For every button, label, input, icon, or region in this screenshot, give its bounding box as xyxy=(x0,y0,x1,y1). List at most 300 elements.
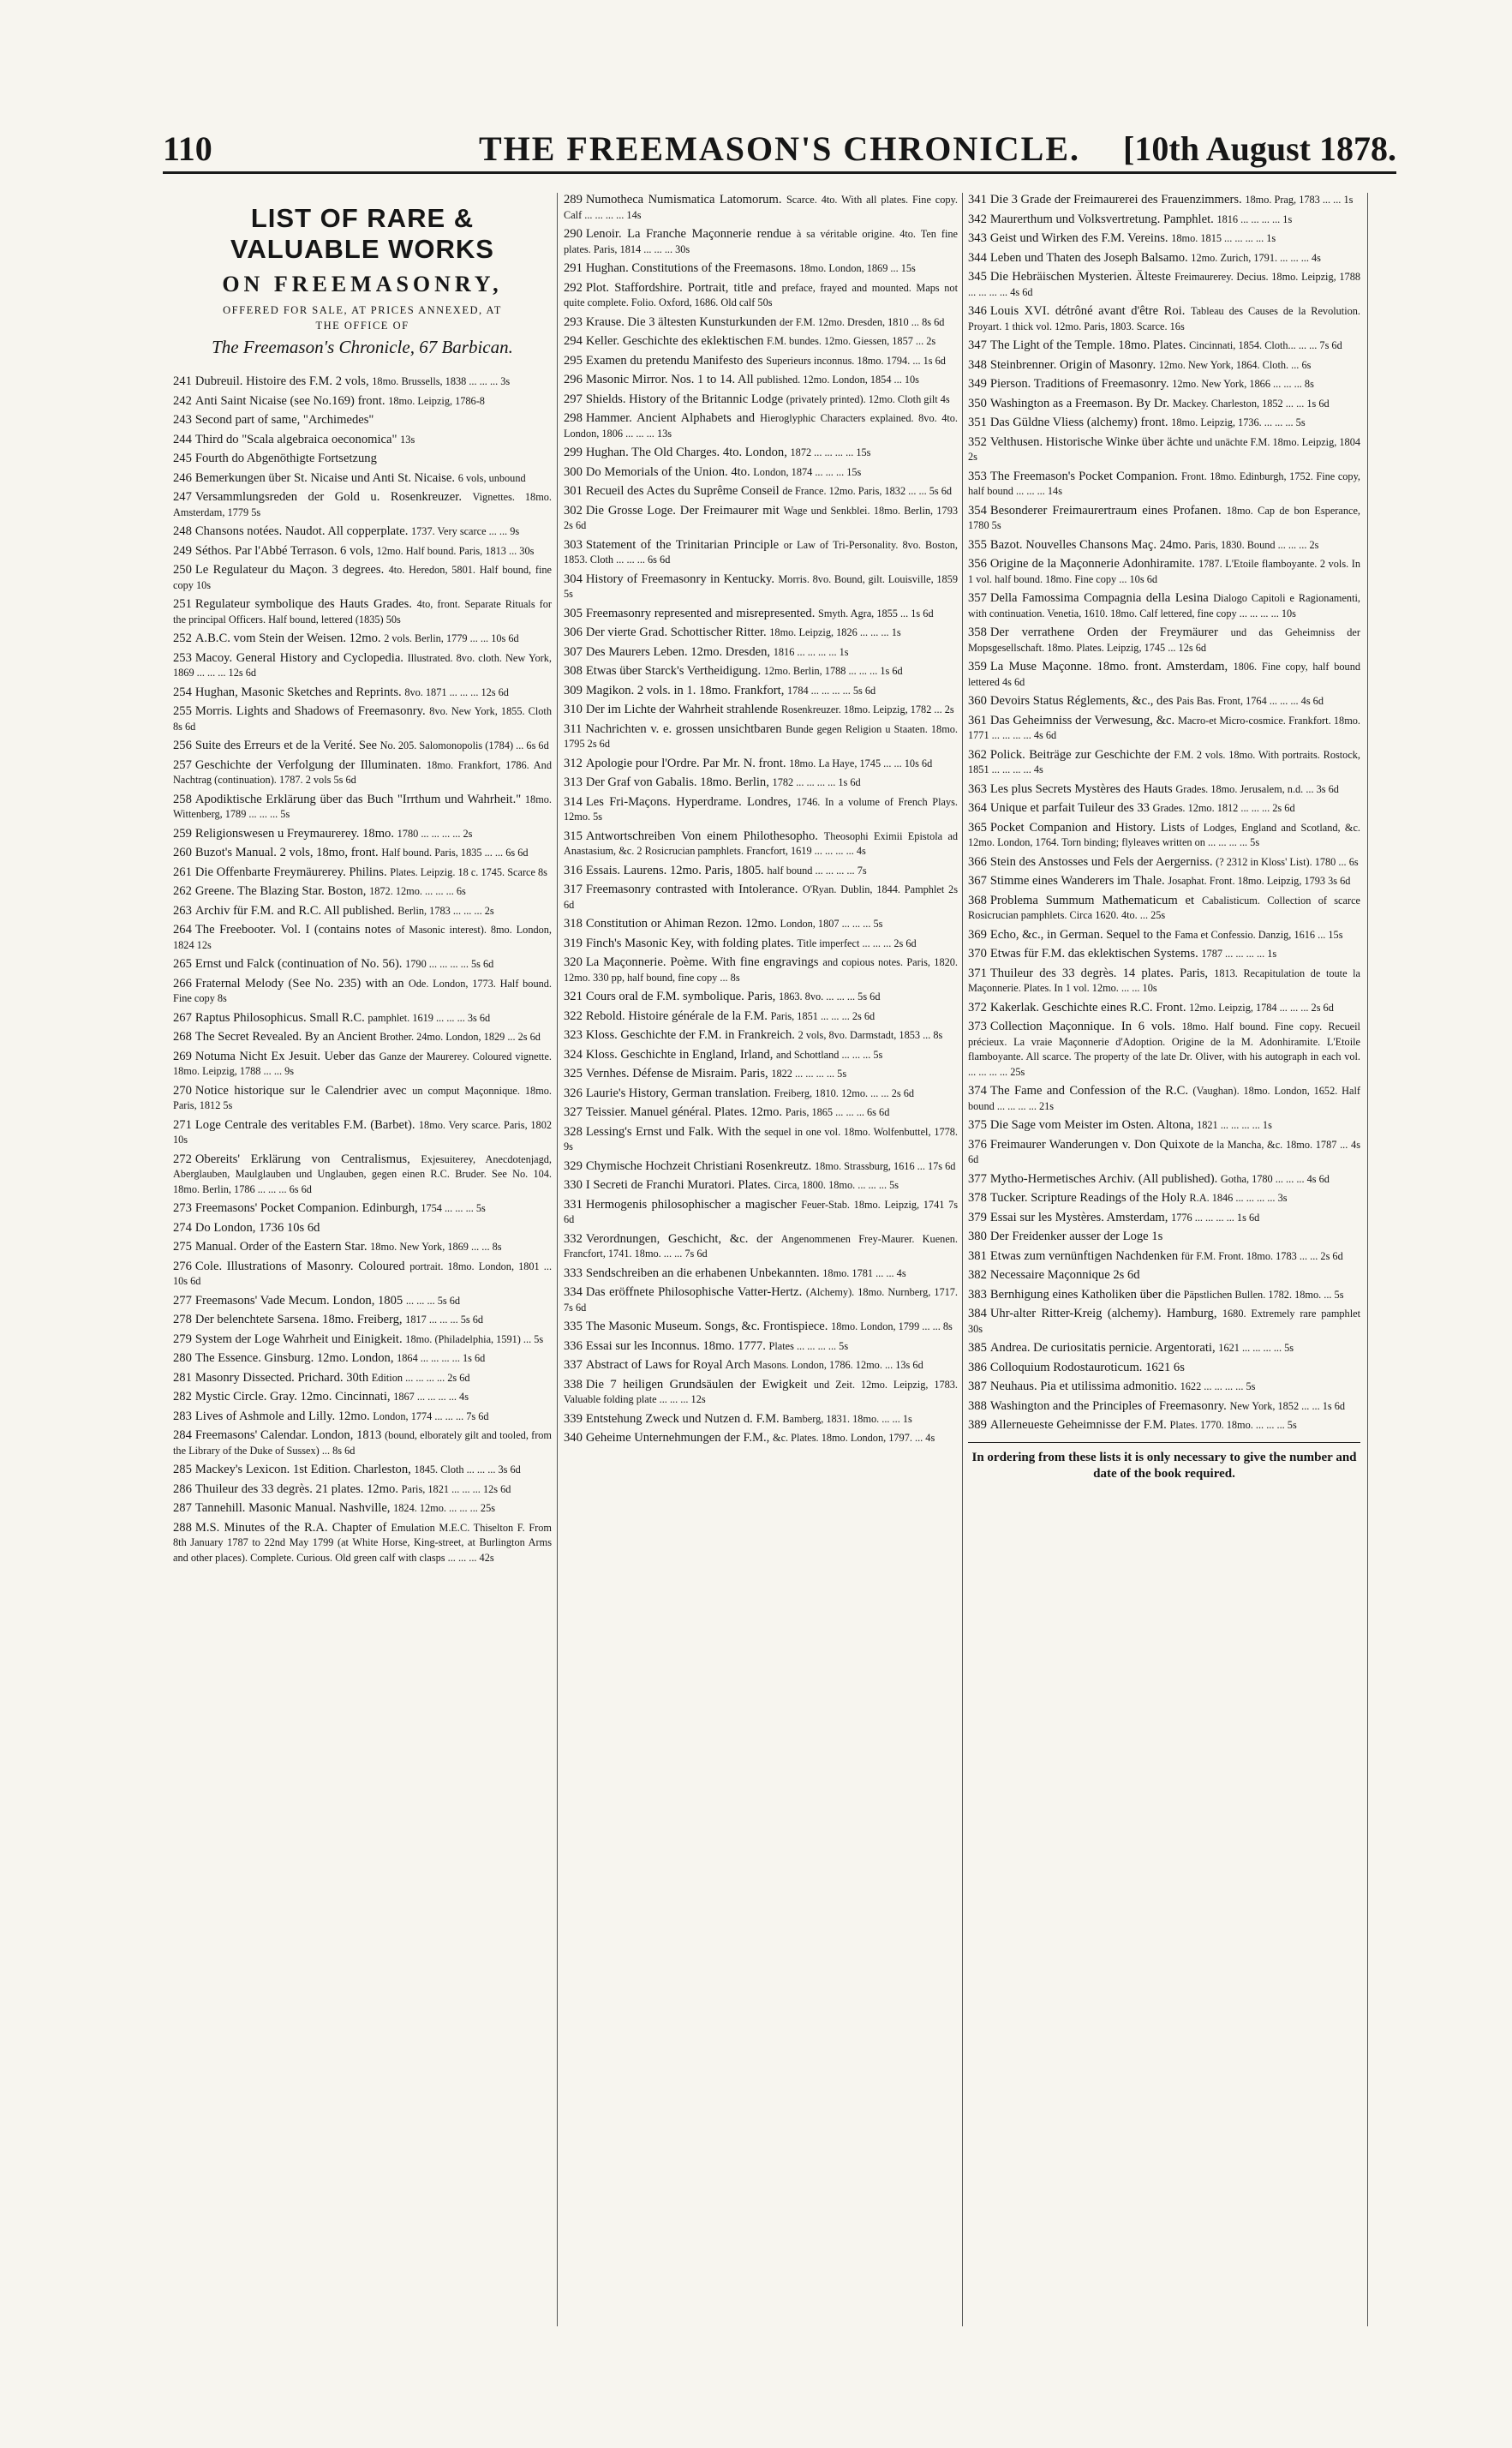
item-number: 364 xyxy=(968,801,987,815)
list-item xyxy=(968,714,1360,744)
item-title: Chansons notées. Naudot. All copperplate. xyxy=(194,524,409,538)
list-item xyxy=(564,684,958,699)
item-description: Feuer-Stab. 18mo. Leipzig, 1741 7s 6d xyxy=(564,1198,958,1225)
list-item xyxy=(968,1118,1360,1134)
item-number: 370 xyxy=(968,947,987,961)
item-number: 352 xyxy=(968,434,987,449)
item-number: 372 xyxy=(968,1000,987,1015)
item-description: Wage und Senkblei. 18mo. Berlin, 1793 2s 6d xyxy=(564,504,958,531)
item-number: 261 xyxy=(173,865,192,879)
list-item xyxy=(968,894,1360,924)
item-number: 325 xyxy=(564,1067,583,1080)
list-item xyxy=(968,801,1360,817)
list-item xyxy=(564,1125,958,1155)
list-item xyxy=(968,782,1360,798)
item-number: 287 xyxy=(173,1501,192,1515)
item-description: Edition ... ... ... ... 2s 6d xyxy=(371,1371,470,1384)
list-item xyxy=(564,757,958,772)
list-item xyxy=(173,1332,552,1348)
item-title: Examen du pretendu Manifesto des xyxy=(585,353,763,368)
item-number: 289 xyxy=(564,193,583,206)
item-number: 343 xyxy=(968,231,987,245)
item-title: Kloss. Geschichte der F.M. in Frankreich. xyxy=(585,1028,795,1042)
item-title: Etwas zum vernünftigen Nachdenken xyxy=(989,1248,1179,1263)
item-title: Die Grosse Loge. Der Freimaurer mit xyxy=(585,503,780,518)
item-title: Les Fri-Maçons. Hyperdrame. Londres, xyxy=(585,794,792,809)
item-description: (bound, elborately gilt and tooled, from the Library of the Duke of Sussex) ... 8s 6d xyxy=(173,1429,552,1457)
item-number: 291 xyxy=(564,261,583,275)
item-number: 366 xyxy=(968,854,987,869)
list-item xyxy=(968,358,1360,374)
item-title: History of Freemasonry in Kentucky. xyxy=(585,572,775,586)
item-title: Constitution or Ahiman Rezon. 12mo. xyxy=(585,917,777,931)
item-title: Freemasons' Pocket Companion. Edinburgh, xyxy=(194,1201,418,1215)
list-item xyxy=(968,1020,1360,1080)
item-title: Notice historique sur le Calendrier avec xyxy=(194,1083,407,1098)
item-number: 313 xyxy=(564,775,583,789)
item-title: Freemasons' Vade Mecum. London, 1805 xyxy=(194,1293,403,1308)
item-number: 356 xyxy=(968,557,987,571)
item-title: Der vierte Grad. Schottischer Ritter. xyxy=(585,625,767,639)
list-item xyxy=(564,227,958,257)
item-title: Apologie pour l'Ordre. Par Mr. N. front. xyxy=(585,756,786,770)
list-item xyxy=(968,625,1360,655)
item-title: The Secret Revealed. By an Ancient xyxy=(194,1030,377,1044)
item-number: 375 xyxy=(968,1118,987,1132)
item-title: Essais. Laurens. 12mo. Paris, 1805. xyxy=(585,863,764,877)
list-item xyxy=(564,990,958,1005)
list-item xyxy=(173,827,552,842)
item-description: 1784 ... ... ... ... 5s 6d xyxy=(787,684,876,697)
item-title: Freemasons' Calendar. London, 1813 xyxy=(194,1428,382,1442)
list-item xyxy=(564,625,958,641)
list-item xyxy=(173,977,552,1007)
list-item xyxy=(173,394,552,410)
item-title: Della Famossima Compagnia della Lesina xyxy=(989,591,1209,605)
item-number: 341 xyxy=(968,193,987,206)
item-number: 265 xyxy=(173,957,192,971)
item-description: 1864 ... ... ... ... 1s 6d xyxy=(397,1352,486,1364)
item-number: 255 xyxy=(173,704,192,718)
item-title: Etwas für F.M. das eklektischen Systems. xyxy=(989,947,1198,961)
item-title: Unique et parfait Tuileur des 33 xyxy=(989,801,1150,815)
item-description: 2 vols, 8vo. Darmstadt, 1853 ... 8s xyxy=(798,1029,943,1041)
list-item xyxy=(173,1011,552,1026)
list-item xyxy=(173,1201,552,1217)
item-description: für F.M. Front. 18mo. 1783 ... ... 2s 6d xyxy=(1180,1249,1343,1262)
item-description: and copious notes. Paris, 1820. 12mo. 330 pp, half bound, fine copy ... 8s xyxy=(564,956,958,984)
item-description: 18mo. London, 1869 ... 15s xyxy=(799,262,916,274)
item-title: Recueil des Actes du Suprême Conseil xyxy=(585,484,780,498)
item-description: F.M. 2 vols. 18mo. With portraits. Rostock, 1851 ... ... ... ... 4s xyxy=(968,748,1360,775)
item-description: New York, 1852 ... ... 1s 6d xyxy=(1229,1399,1346,1412)
item-number: 333 xyxy=(564,1266,583,1280)
item-title: Shields. History of the Britannic Lodge xyxy=(585,392,784,406)
item-number: 280 xyxy=(173,1351,192,1365)
list-item xyxy=(564,1232,958,1262)
list-item xyxy=(968,435,1360,465)
list-item xyxy=(968,874,1360,889)
list-item xyxy=(173,1050,552,1080)
item-description: Rosenkreuzer. 18mo. Leipzig, 1782 ... 2s xyxy=(780,703,954,715)
item-description: 18mo. Wittenberg, 1789 ... ... ... 5s xyxy=(173,793,552,820)
item-description: 1782 ... ... ... ... 1s 6d xyxy=(772,776,861,788)
item-title: Versammlungsreden der Gold u. Rosenkreuzer. xyxy=(194,490,462,504)
item-title: Do London, 1736 10s 6d xyxy=(194,1220,320,1235)
item-number: 360 xyxy=(968,694,987,708)
list-item xyxy=(968,338,1360,354)
item-number: 378 xyxy=(968,1191,987,1205)
list-item xyxy=(173,563,552,593)
item-number: 384 xyxy=(968,1307,987,1320)
item-description: 12mo. Half bound. Paris, 1813 ... 30s xyxy=(376,544,535,557)
item-description: 1867 ... ... ... ... 4s xyxy=(393,1391,469,1403)
list-item xyxy=(173,413,552,428)
item-title: Magikon. 2 vols. in 1. 18mo. Frankfort, xyxy=(585,683,785,697)
item-number: 346 xyxy=(968,304,987,318)
list-item xyxy=(968,947,1360,962)
list-item xyxy=(968,821,1360,851)
item-number: 249 xyxy=(173,543,192,558)
item-description: 13s xyxy=(400,433,415,446)
item-title: La Muse Maçonne. 18mo. front. Amsterdam, xyxy=(989,660,1228,673)
list-item xyxy=(173,1084,552,1114)
item-number: 314 xyxy=(564,794,583,809)
header-rule xyxy=(163,171,1396,174)
list-item xyxy=(173,1428,552,1458)
item-description: Gotha, 1780 ... ... ... 4s 6d xyxy=(1220,1172,1330,1185)
item-number: 348 xyxy=(968,357,987,372)
item-number: 385 xyxy=(968,1341,987,1355)
list-item xyxy=(564,572,958,602)
list-item xyxy=(968,591,1360,621)
item-title: Numotheca Numismatica Latomorum. xyxy=(585,193,782,206)
list-item xyxy=(173,1351,552,1367)
item-description: and Schottland ... ... ... 5s xyxy=(776,1048,883,1061)
list-item xyxy=(173,923,552,953)
item-title: Die Offenbarte Freymäurerey. Philins. xyxy=(194,865,387,879)
item-title: Washington and the Principles of Freemasonry. xyxy=(989,1398,1227,1413)
item-number: 278 xyxy=(173,1313,192,1326)
entry-list xyxy=(968,193,1360,1433)
list-item xyxy=(564,1412,958,1428)
list-item xyxy=(173,374,552,390)
item-number: 357 xyxy=(968,591,987,605)
item-title: Apodiktische Erklärung über das Buch "Irrthum und Wahrheit." xyxy=(194,792,522,806)
item-number: 296 xyxy=(564,373,583,386)
item-title: Origine de la Maçonnerie Adonhiramite. xyxy=(989,557,1195,571)
item-description: un comput Maçonnique. 18mo. Paris, 1812 5s xyxy=(173,1084,552,1111)
item-title: Necessaire Maçonnique 2s 6d xyxy=(989,1268,1140,1282)
item-number: 294 xyxy=(564,334,583,348)
item-description: sequel in one vol. 18mo. Wolfenbuttel, 1778. 9s xyxy=(564,1125,958,1152)
item-title: Laurie's History, German translation. xyxy=(585,1086,771,1100)
item-title: Le Regulateur du Maçon. 3 degrees. xyxy=(194,563,385,577)
item-number: 264 xyxy=(173,923,192,937)
list-item xyxy=(564,392,958,408)
item-description: Grades. 18mo. Jerusalem, n.d. ... 3s 6d xyxy=(1175,782,1339,795)
item-number: 250 xyxy=(173,563,192,577)
item-number: 275 xyxy=(173,1240,192,1254)
item-number: 276 xyxy=(173,1259,192,1273)
item-title: The Fame and Confession of the R.C. xyxy=(989,1084,1188,1098)
item-description: Bamberg, 1831. 18mo. ... ... 1s xyxy=(782,1412,912,1425)
office-address: The Freemason's Chronicle, 67 Barbican. xyxy=(212,337,513,357)
item-title: Echo, &c., in German. Sequel to the xyxy=(989,927,1172,942)
list-item xyxy=(564,775,958,791)
item-number: 308 xyxy=(564,664,583,678)
list-item xyxy=(564,1028,958,1044)
item-number: 335 xyxy=(564,1320,583,1333)
list-item xyxy=(173,793,552,823)
item-description: 1872 ... ... ... ... 15s xyxy=(790,446,871,458)
item-title: Colloquium Rodostauroticum. 1621 6s xyxy=(989,1360,1185,1374)
item-description: 1816 ... ... ... ... 1s xyxy=(773,645,849,658)
list-item xyxy=(173,865,552,881)
item-number: 300 xyxy=(564,464,583,479)
item-description: (? 2312 in Kloss' List). 1780 ... 6s xyxy=(1216,855,1359,868)
item-title: Rebold. Histoire générale de la F.M. xyxy=(585,1009,768,1023)
item-title: Mystic Circle. Gray. 12mo. Cincinnati, xyxy=(194,1390,391,1404)
item-number: 318 xyxy=(564,917,583,931)
item-number: 299 xyxy=(564,446,583,459)
item-number: 323 xyxy=(564,1028,583,1042)
item-description: half bound ... ... ... ... 7s xyxy=(767,864,867,877)
item-description: und das Geheimniss der Mopsgesellschaft. 18mo. Plates. Leipzig, 1745 ... 12s 6d xyxy=(968,626,1360,654)
item-description: of Lodges, England and Scotland, &c. 12mo. London, 1764. Torn binding; flyleaves written on ... ... ... ... 5s xyxy=(968,821,1360,848)
item-number: 293 xyxy=(564,314,583,329)
list-item xyxy=(968,1288,1360,1303)
item-description: preface, frayed and mounted. Maps not quite complete. Folio. Oxford, 1686. Old calf 50s xyxy=(564,281,958,308)
list-item xyxy=(564,937,958,952)
list-item xyxy=(564,1009,958,1025)
item-title: I Secreti de Franchi Muratori. Plates. xyxy=(585,1178,771,1192)
list-item xyxy=(173,704,552,734)
item-title: Neuhaus. Pia et utilissima admonitio. xyxy=(989,1380,1177,1393)
item-description: 18mo. Leipzig, 1826 ... ... ... 1s xyxy=(769,626,901,638)
item-number: 332 xyxy=(564,1231,583,1246)
item-description: 1622 ... ... ... ... 5s xyxy=(1180,1380,1256,1392)
list-item xyxy=(564,1358,958,1374)
item-title: A.B.C. vom Stein der Weisen. 12mo. xyxy=(194,631,381,645)
item-number: 386 xyxy=(968,1360,987,1374)
item-title: Die 7 heiligen Grundsäulen der Ewigkeit xyxy=(585,1377,808,1392)
list-item xyxy=(173,471,552,487)
item-description: Morris. 8vo. Bound, gilt. Louisville, 1859 5s xyxy=(564,572,958,600)
list-item xyxy=(564,334,958,350)
item-description: 18mo. (Philadelphia, 1591) ... 5s xyxy=(405,1332,544,1345)
list-item xyxy=(968,231,1360,247)
list-item xyxy=(173,1260,552,1290)
column-3 xyxy=(968,193,1360,2326)
item-title: Abstract of Laws for Royal Arch xyxy=(585,1358,750,1372)
item-description: Mackey. Charleston, 1852 ... ... 1s 6d xyxy=(1172,397,1330,410)
item-description: und Zeit. 12mo. Leipzig, 1783. Valuable folding plate ... ... ... 12s xyxy=(564,1378,958,1405)
item-title: Nachrichten v. e. grossen unsichtbaren xyxy=(585,721,782,736)
item-title: Cole. Illustrations of Masonry. Coloured xyxy=(194,1259,405,1273)
item-number: 345 xyxy=(968,270,987,284)
item-description: 1845. Cloth ... ... ... 3s 6d xyxy=(414,1463,521,1475)
office-line: THE OFFICE OF xyxy=(315,320,409,332)
list-item xyxy=(968,1191,1360,1206)
item-title: Freimaurer Wanderungen v. Don Quixote xyxy=(989,1137,1200,1152)
item-title: Allerneueste Geheimnisse der F.M. xyxy=(989,1418,1167,1432)
item-number: 326 xyxy=(564,1086,583,1100)
item-description: Josaphat. Front. 18mo. Leipzig, 1793 3s 6d xyxy=(1168,875,1351,887)
item-title: Fraternal Melody (See No. 235) with an xyxy=(194,976,404,991)
item-number: 334 xyxy=(564,1285,583,1299)
item-description: 2 vols. Berlin, 1779 ... ... 10s 6d xyxy=(384,632,519,644)
item-title: Masonic Mirror. Nos. 1 to 14. All xyxy=(585,373,754,386)
item-number: 339 xyxy=(564,1411,583,1426)
item-title: Archiv für F.M. and R.C. All published. xyxy=(194,903,395,918)
list-heading xyxy=(173,203,552,359)
list-item xyxy=(968,1380,1360,1395)
ordering-note: In ordering from these lists it is only necessary to give the number and date of the book required. xyxy=(968,1442,1360,1482)
list-item xyxy=(173,524,552,540)
column-divider xyxy=(1367,193,1368,2326)
item-number: 277 xyxy=(173,1293,192,1308)
item-description: London, 1774 ... ... ... 7s 6d xyxy=(373,1410,489,1422)
item-number: 285 xyxy=(173,1463,192,1476)
item-number: 383 xyxy=(968,1287,987,1302)
item-number: 354 xyxy=(968,503,987,518)
item-title: Collection Maçonnique. In 6 vols. xyxy=(989,1020,1175,1033)
item-number: 371 xyxy=(968,966,987,980)
item-title: Plot. Staffordshire. Portrait, title and xyxy=(585,280,777,295)
item-description: 18mo. Very scarce. Paris, 1802 10s xyxy=(173,1118,552,1146)
list-item xyxy=(564,1067,958,1082)
item-description: 1816 ... ... ... ... 1s xyxy=(1216,212,1293,225)
item-title: Dubreuil. Histoire des F.M. 2 vols, xyxy=(194,374,369,388)
item-title: Notuma Nicht Ex Jesuit. Ueber das xyxy=(194,1049,376,1063)
item-description: Smyth. Agra, 1855 ... 1s 6d xyxy=(818,607,934,619)
list-item xyxy=(564,411,958,441)
entry-list xyxy=(564,193,958,1446)
item-title: Kakerlak. Geschichte eines R.C. Front. xyxy=(989,1000,1186,1015)
item-description: (Alchemy). 18mo. Nurnberg, 1717. 7s 6d xyxy=(564,1286,958,1314)
item-title: Der Freidenker ausser der Loge 1s xyxy=(989,1230,1163,1243)
item-description: 1780 ... ... ... ... 2s xyxy=(397,827,473,840)
list-item xyxy=(968,928,1360,943)
item-description: Exjesuiterey, Anecdotenjagd, Aberglauben, Maulglauben und Unglauben, gegen einen R.C. Bruder. See No. 104. 18mo. Berlin, 1786 ... ... ... 6s 6d xyxy=(173,1152,552,1195)
list-item xyxy=(173,1313,552,1328)
item-number: 307 xyxy=(564,644,583,659)
list-item xyxy=(968,504,1360,534)
list-item xyxy=(564,1431,958,1446)
item-description: 18mo. Cap de bon Esperance, 1780 5s xyxy=(968,504,1360,531)
list-item xyxy=(968,557,1360,587)
item-description: Paris, 1851 ... ... ... 2s 6d xyxy=(770,1009,876,1022)
list-item xyxy=(564,1339,958,1355)
item-description: London, 1874 ... ... ... 15s xyxy=(753,465,862,478)
item-description: 1824. 12mo. ... ... ... 25s xyxy=(393,1502,495,1514)
entry-list xyxy=(173,374,552,1565)
item-number: 336 xyxy=(564,1338,583,1353)
item-number: 263 xyxy=(173,903,192,918)
item-number: 247 xyxy=(173,490,192,504)
offered-line: OFFERED FOR SALE, AT PRICES ANNEXED, AT xyxy=(223,304,502,316)
item-description: published. 12mo. London, 1854 ... 10s xyxy=(756,374,919,386)
item-description: Freiberg, 1810. 12mo. ... ... 2s 6d xyxy=(774,1086,915,1099)
item-number: 387 xyxy=(968,1380,987,1393)
item-number: 369 xyxy=(968,927,987,942)
item-number: 358 xyxy=(968,625,987,639)
item-title: Statement of the Trinitarian Principle xyxy=(585,537,780,552)
list-item xyxy=(968,377,1360,392)
item-description: 18mo. Strassburg, 1616 ... 17s 6d xyxy=(815,1159,956,1172)
item-title: Religionswesen u Freymaurerey. 18mo. xyxy=(194,826,394,841)
item-number: 329 xyxy=(564,1158,583,1173)
item-description: or Law of Tri-Personality. 8vo. Boston, 1853. Cloth ... ... ... 6s 6d xyxy=(564,538,958,566)
item-title: Bemerkungen über St. Nicaise und Anti St. Nicaise. xyxy=(194,470,456,485)
item-description: 12mo. New York, 1864. Cloth. ... 6s xyxy=(1158,358,1312,371)
item-description: Hieroglyphic Characters explained. 8vo. 4to. London, 1806 ... ... ... 13s xyxy=(564,412,958,440)
item-description: 6 vols, unbound xyxy=(457,471,526,484)
item-title: Vernhes. Défense de Misraim. Paris, xyxy=(585,1067,768,1080)
item-description: Dialogo Capitoli e Ragionamenti, with continuation. Venetia, 1610. 18mo. Calf lettered, fine copy ... ... ... ... 10s xyxy=(968,592,1360,619)
item-title: Lives of Ashmole and Lilly. 12mo. xyxy=(194,1409,370,1423)
list-item xyxy=(968,1001,1360,1016)
list-item xyxy=(564,607,958,622)
list-item xyxy=(173,1030,552,1045)
item-number: 244 xyxy=(173,432,192,446)
item-title: Buzot's Manual. 2 vols, 18mo, front. xyxy=(194,846,379,859)
item-number: 273 xyxy=(173,1201,192,1215)
item-number: 331 xyxy=(564,1197,583,1212)
list-item xyxy=(173,1118,552,1148)
item-number: 298 xyxy=(564,411,583,425)
item-number: 246 xyxy=(173,470,192,485)
item-title: Anti Saint Nicaise (see No.169) front. xyxy=(194,393,385,408)
item-title: Stein des Anstosses und Fels der Aergerniss. xyxy=(989,854,1213,869)
item-description: Macro-et Micro-cosmice. Frankfort. 18mo. 1771 ... ... ... ... 4s 6d xyxy=(968,714,1360,741)
item-number: 290 xyxy=(564,227,583,241)
item-number: 379 xyxy=(968,1210,987,1224)
item-description: 18mo. Frankfort, 1786. And Nachtrag (continuation). 1787. 2 vols 5s 6d xyxy=(173,758,552,786)
item-number: 374 xyxy=(968,1084,987,1098)
item-title: Geheime Unternehmungen der F.M., xyxy=(585,1431,770,1445)
item-title: Keller. Geschichte des eklektischen xyxy=(585,334,764,348)
item-number: 243 xyxy=(173,413,192,427)
list-item xyxy=(564,315,958,331)
item-number: 292 xyxy=(564,280,583,295)
item-description: und unächte F.M. 18mo. Leipzig, 1804 2s xyxy=(968,435,1360,463)
item-number: 327 xyxy=(564,1105,583,1119)
item-title: Des Maurers Leben. 12mo. Dresden, xyxy=(585,644,771,659)
list-subtitle: ON FREEMASONRY, xyxy=(222,272,503,296)
item-title: Raptus Philosophicus. Small R.C. xyxy=(194,1010,365,1025)
item-number: 271 xyxy=(173,1117,192,1132)
item-number: 266 xyxy=(173,976,192,991)
item-number: 324 xyxy=(564,1047,583,1062)
list-item xyxy=(564,504,958,534)
item-description: Päpstlichen Bullen. 1782. 18mo. ... 5s xyxy=(1183,1288,1344,1301)
list-item xyxy=(173,452,552,467)
item-number: 368 xyxy=(968,893,987,907)
item-title: Freemasonry contrasted with Intolerance. xyxy=(585,883,798,896)
item-title: Antwortschreiben Von einem Philothesopho. xyxy=(585,829,818,843)
list-title: LIST OF RARE & VALUABLE WORKS xyxy=(230,203,494,264)
item-description: 12mo. Zurich, 1791. ... ... ... 4s xyxy=(1191,251,1321,264)
item-number: 337 xyxy=(564,1358,583,1372)
list-item xyxy=(564,645,958,661)
item-description: &c. Plates. 18mo. London, 1797. ... 4s xyxy=(773,1432,935,1444)
item-description: 1746. In a volume of French Plays. 12mo. 5s xyxy=(564,795,958,823)
list-item xyxy=(968,1249,1360,1265)
item-description: Plates. 1770. 18mo. ... ... ... 5s xyxy=(1169,1419,1297,1431)
list-item xyxy=(968,1307,1360,1337)
